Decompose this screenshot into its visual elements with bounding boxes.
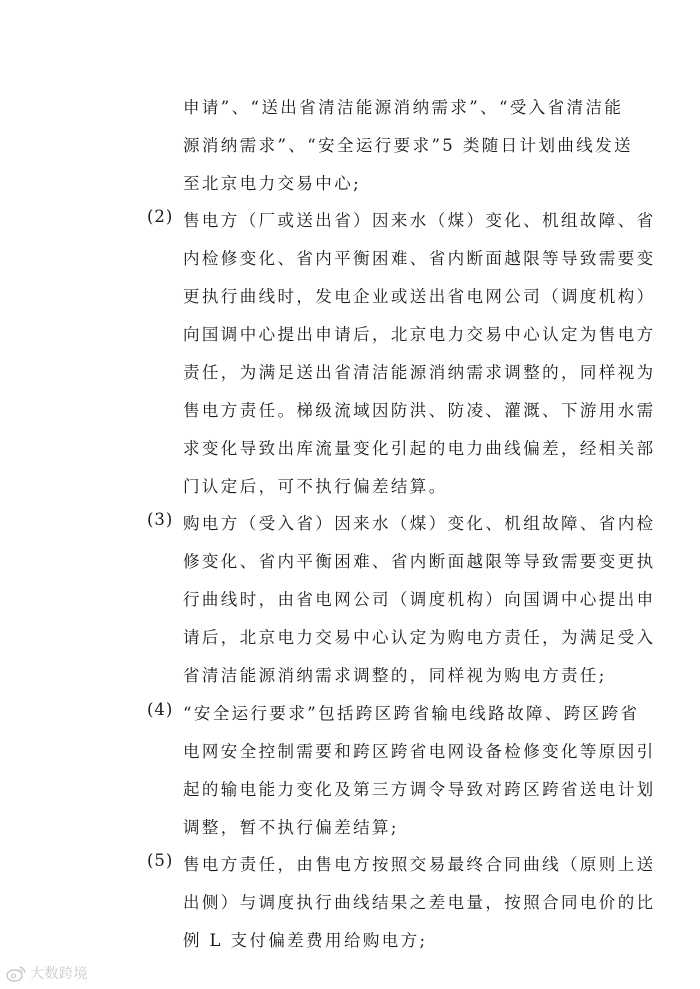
text-line: 内检修变化、省内平衡困难、省内断面越限等导致需要变: [183, 249, 656, 268]
weibo-logo-icon: [6, 965, 26, 982]
text-line: 售电方责任，由售电方按照交易最终合同曲线（原则上送: [183, 855, 656, 874]
watermark: [6, 962, 88, 984]
text-line: 购电方（受入省）因来水（煤）变化、机组故障、省内检: [183, 514, 656, 533]
text-line: 申请”、“送出省清洁能源消纳需求”、“受入省清洁能: [183, 98, 624, 117]
text-line: 源消纳需求”、“安全运行要求”5 类随日计划曲线发送: [183, 136, 633, 155]
item-number: (5): [147, 851, 174, 870]
text-line: 修变化、省内平衡困难、省内断面越限等导致需要变更执: [183, 552, 656, 571]
text-line: 更执行曲线时，发电企业或送出省电网公司（调度机构）: [183, 287, 656, 306]
text-line: 门认定后，可不执行偏差结算。: [183, 477, 448, 496]
text-line: 省清洁能源消纳需求调整的，同样视为购电方责任;: [183, 666, 607, 685]
text-line: 售电方（厂或送出省）因来水（煤）变化、机组故障、省: [183, 211, 656, 230]
item-number: (2): [147, 207, 174, 226]
text-line: 调整，暂不执行偏差结算;: [183, 818, 399, 837]
text-line: 行曲线时，由省电网公司（调度机构）向国调中心提出申: [183, 590, 656, 609]
text-line: “安全运行要求”包括跨区跨省输电线路故障、跨区跨省: [183, 704, 640, 723]
item-number: (3): [147, 510, 174, 529]
text-line: 例 L 支付偏差费用给购电方;: [183, 931, 428, 950]
text-line: 出侧）与调度执行曲线结果之差电量，按照合同电价的比: [183, 893, 656, 912]
text-line: 起的输电能力变化及第三方调令导致对跨区跨省送电计划: [183, 780, 656, 799]
text-line: 责任，为满足送出省清洁能源消纳需求调整的，同样视为: [183, 363, 656, 382]
text-line: 售电方责任。梯级流域因防洪、防凌、灌溉、下游用水需: [183, 401, 656, 420]
watermark-text: 大数跨境: [30, 966, 88, 982]
text-line: 请后，北京电力交易中心认定为购电方责任，为满足受入: [183, 628, 656, 647]
item-number: (4): [147, 700, 174, 719]
text-line: 至北京电力交易中心;: [183, 174, 362, 193]
text-line: 求变化导致出库流量变化引起的电力曲线偏差，经相关部: [183, 439, 656, 458]
text-line: 向国调中心提出申请后，北京电力交易中心认定为售电方: [183, 325, 656, 344]
text-line: 电网安全控制需要和跨区跨省电网设备检修变化等原因引: [183, 742, 656, 761]
